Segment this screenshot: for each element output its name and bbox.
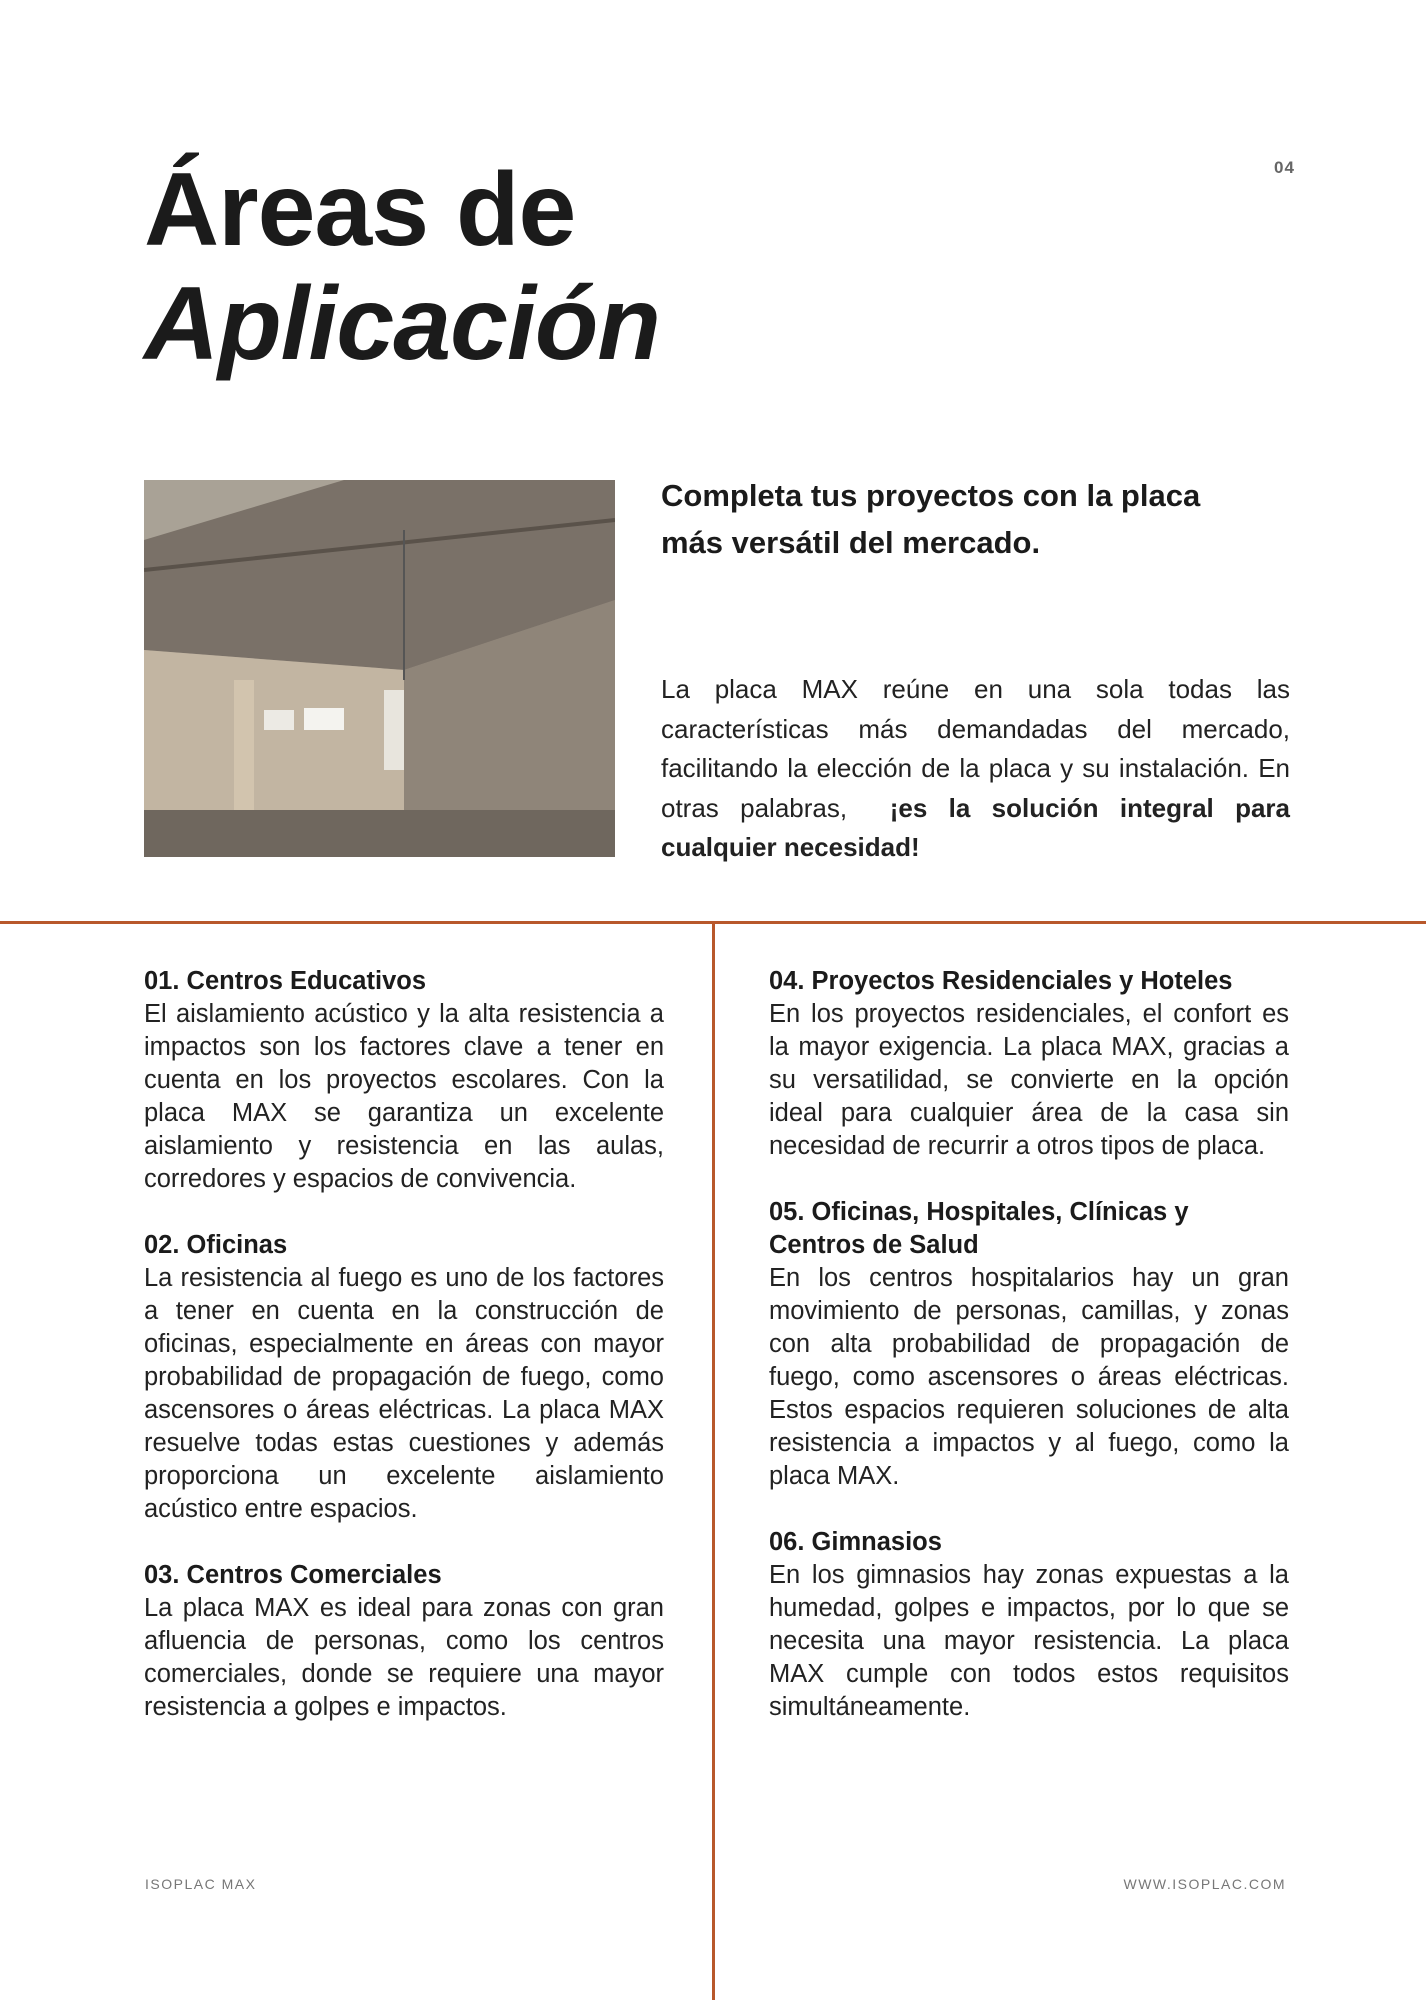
section-title: 03. Centros Comerciales (144, 1561, 442, 1589)
page-title-line2: Aplicación (144, 266, 660, 382)
right-column (769, 965, 1289, 1757)
footer-brand: ISOPLAC MAX (145, 1876, 257, 1892)
section-text: En los proyectos residenciales, el confort es la mayor exigencia. La placa MAX, gracias a su versatilidad, se convierte en la opción ideal para cualquier área de la casa sin necesidad de recurrir a otros tipos de placa. (769, 1000, 1289, 1160)
section-centros-educativos (144, 965, 664, 1196)
intro-body-bold: ¡es la solución integral para cualquier necesidad! (661, 792, 1290, 862)
section-oficinas-hospitales (769, 1196, 1289, 1493)
intro-paragraph (661, 670, 1290, 868)
section-title: 04. Proyectos Residenciales y Hoteles (769, 967, 1233, 995)
page-title-line1: Áreas de (144, 152, 576, 268)
section-gimnasios (769, 1526, 1289, 1724)
section-text: El aislamiento acústico y la alta resistencia a impactos son los factores clave a tener en cuenta en los proyectos escolares. Con la placa MAX se garantiza un excelente aislamiento y resistencia en las aulas, corredores y espacios de convivencia. (144, 1000, 664, 1193)
vertical-divider (712, 921, 715, 2000)
section-title: 06. Gimnasios (769, 1528, 942, 1556)
section-text: La placa MAX es ideal para zonas con gran afluencia de personas, como los centros comerciales, donde se requiere una mayor resistencia a golpes e impactos. (144, 1594, 664, 1721)
section-text: En los gimnasios hay zonas expuestas a la humedad, golpes e impactos, por lo que se necesita una mayor resistencia. La placa MAX cumple con todos estos requisitos simultáneamente. (769, 1561, 1289, 1721)
section-oficinas (144, 1229, 664, 1526)
intro-subtitle: Completa tus proyectos con la placa más versátil del mercado. (661, 478, 1201, 560)
section-text: En los centros hospitalarios hay un gran movimiento de personas, camillas, y zonas con alta probabilidad de propagación de fuego, como ascensores o áreas eléctricas. Estos espacios requieren soluciones de alta resistencia a impactos y al fuego, como la placa MAX. (769, 1264, 1289, 1490)
intro-body: La placa MAX reúne en una sola todas las características más demandadas del mercado, facilitando la elección de la placa y su instalación. En otras palabras, (661, 674, 1290, 823)
page-number: 04 (1274, 158, 1295, 177)
section-text: La resistencia al fuego es uno de los factores a tener en cuenta en la construcción de oficinas, especialmente en áreas con mayor probabilidad de propagación de fuego, como ascensores o áreas eléctricas. La placa MAX resuelve todas estas cuestiones y además proporciona un excelente aislamiento acústico entre espacios. (144, 1264, 664, 1523)
left-column (144, 965, 664, 1757)
construction-photo (144, 480, 615, 857)
footer-website-link[interactable]: WWW.ISOPLAC.COM (1123, 1876, 1286, 1892)
section-title: 02. Oficinas (144, 1231, 288, 1259)
section-title: 05. Oficinas, Hospitales, Clínicas y Centros de Salud (769, 1198, 1189, 1259)
section-centros-comerciales (144, 1559, 664, 1724)
interior-drywall-image (144, 480, 615, 857)
section-title: 01. Centros Educativos (144, 967, 427, 995)
section-residenciales-hoteles (769, 965, 1289, 1163)
